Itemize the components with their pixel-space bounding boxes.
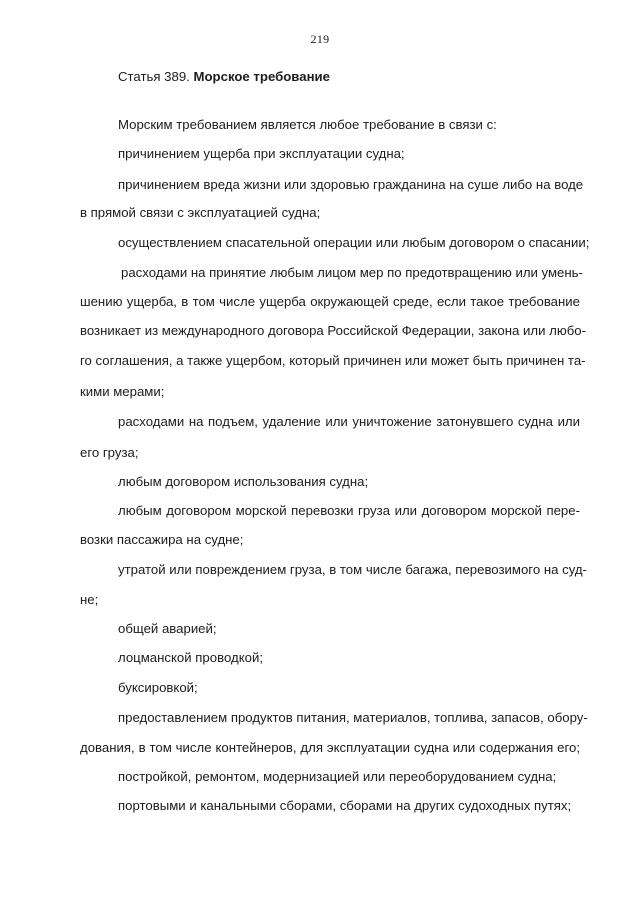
article-heading xyxy=(118,69,330,84)
text-line: не; xyxy=(80,592,99,607)
text-line: расходами на принятие любым лицом мер по предотвращению или умень- xyxy=(121,265,583,280)
text-line: Морским требованием является любое требование в связи с: xyxy=(118,117,497,132)
text-line: осуществлением спасательной операции или любым договором о спасании; xyxy=(118,235,590,250)
text-line: лоцманской проводкой; xyxy=(118,650,263,665)
text-line: любым договором морской перевозки груза или договором морской пере- xyxy=(118,503,580,518)
text-line: буксировкой; xyxy=(118,680,198,695)
text-line: дования, в том числе контейнеров, для эксплуатации судна или содержания его; xyxy=(80,740,580,755)
text-line: расходами на подъем, удаление или уничтожение затонувшего судна или xyxy=(118,414,580,429)
text-line: возки пассажира на судне; xyxy=(80,532,244,547)
article-number: Статья 389. xyxy=(118,69,190,84)
text-line: портовыми и канальными сборами, сборами на других судоходных путях; xyxy=(118,798,572,813)
text-line: его груза; xyxy=(80,445,139,460)
text-line: утратой или повреждением груза, в том числе багажа, перевозимого на суд- xyxy=(118,562,587,577)
text-line: постройкой, ремонтом, модернизацией или переоборудованием судна; xyxy=(118,769,557,784)
text-line: общей аварией; xyxy=(118,621,217,636)
text-line: возникает из международного договора Российской Федерации, закона или любо- xyxy=(80,323,587,338)
text-line: го соглашения, а также ущербом, который причинен или может быть причинен та- xyxy=(80,353,586,368)
text-line: любым договором использования судна; xyxy=(118,474,369,489)
text-line: кими мерами; xyxy=(80,384,165,399)
text-line: причинением ущерба при эксплуатации судна; xyxy=(118,146,405,161)
text-line: в прямой связи с эксплуатацией судна; xyxy=(80,205,321,220)
text-line: предоставлением продуктов питания, материалов, топлива, запасов, обору- xyxy=(118,710,588,725)
text-line: причинением вреда жизни или здоровью гражданина на суше либо на воде xyxy=(118,177,584,192)
article-title: Морское требование xyxy=(193,69,330,84)
page-number: 219 xyxy=(310,32,330,46)
text-line: шению ущерба, в том числе ущерба окружающей среде, если такое требование xyxy=(80,294,580,309)
